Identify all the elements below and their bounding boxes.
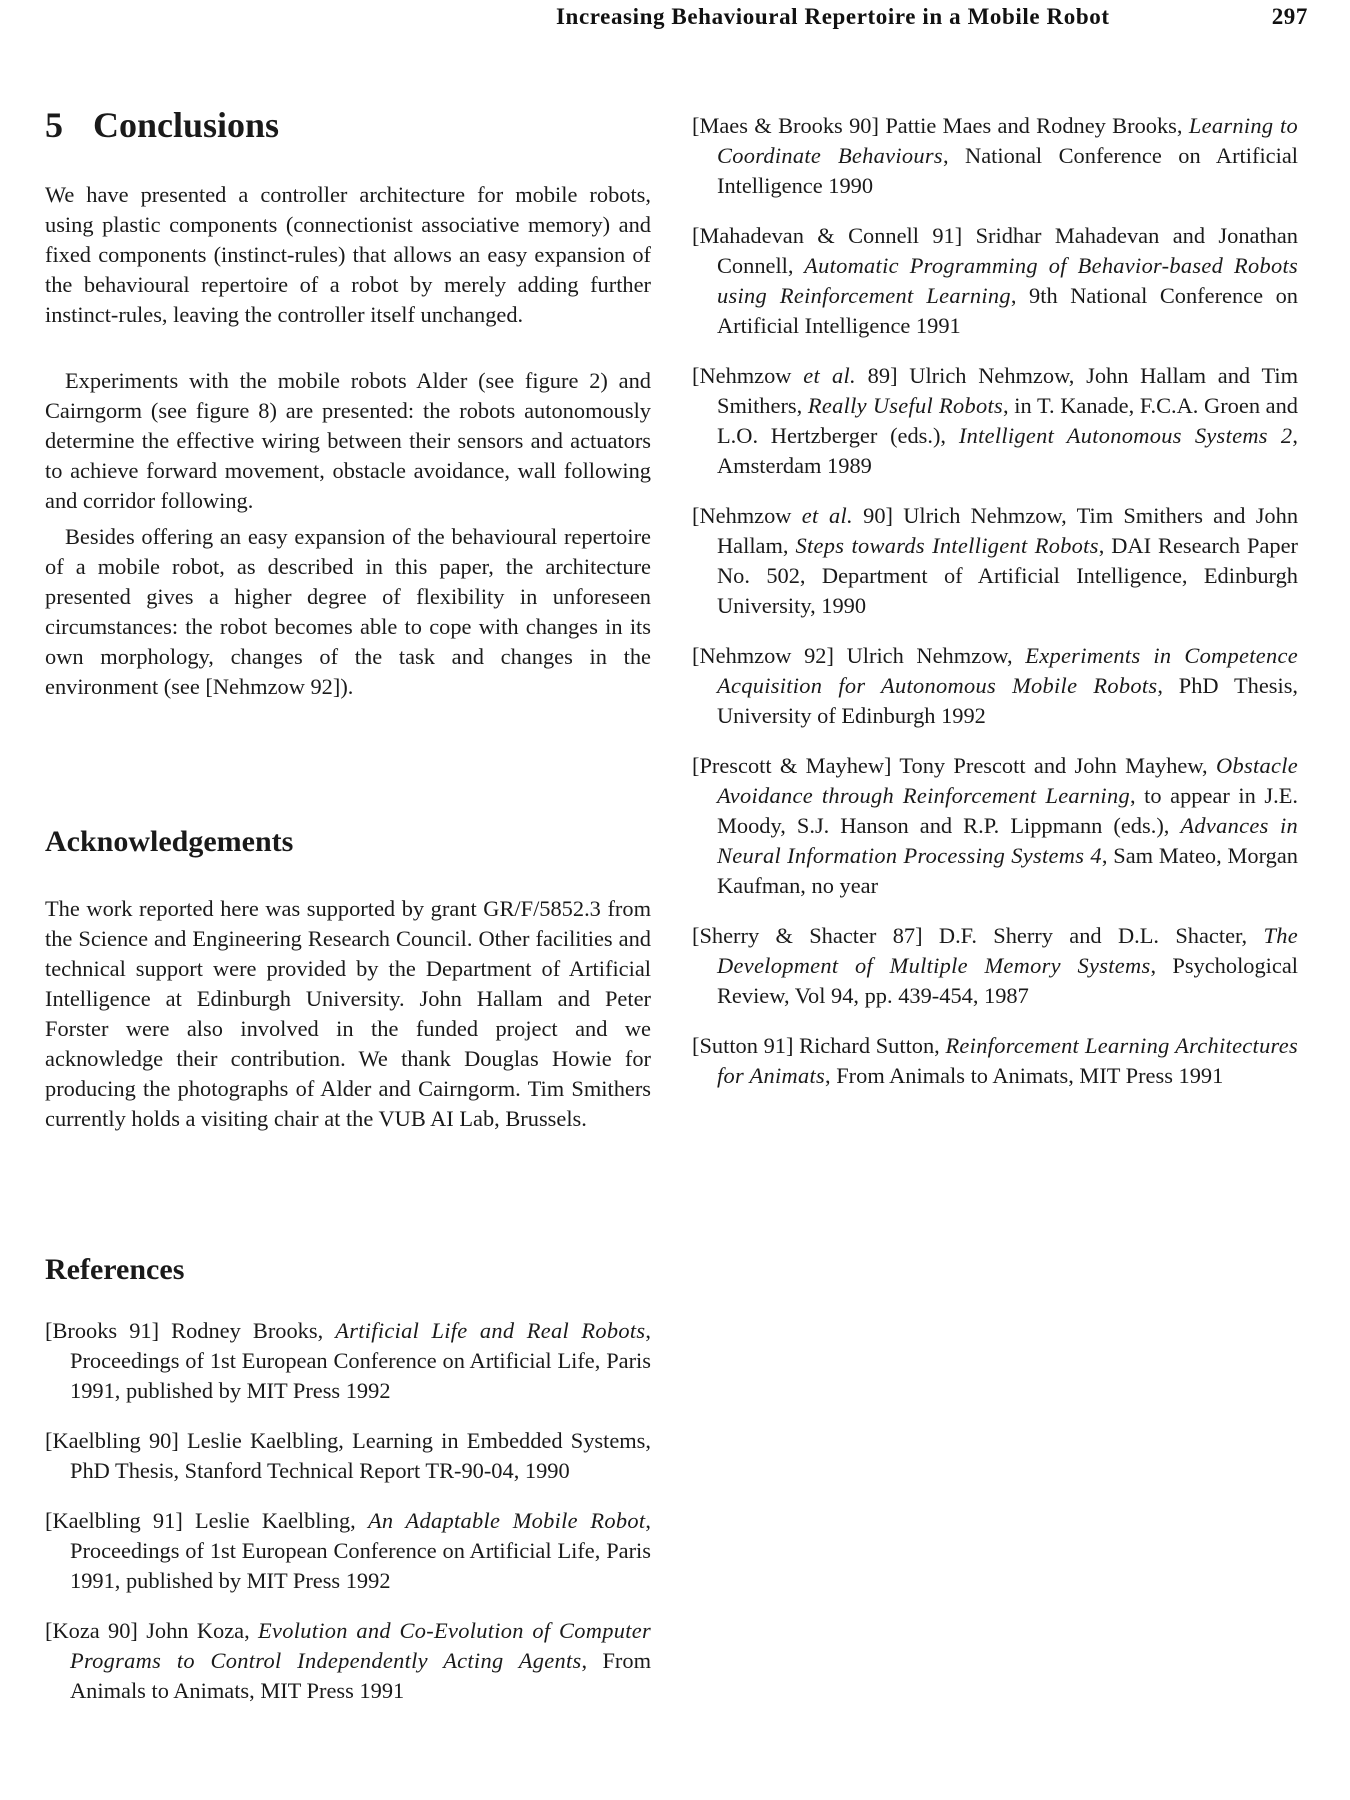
- reference-key: [Prescott & Mayhew]: [692, 753, 892, 778]
- reference-key: [692, 363, 898, 388]
- reference-text: , Sam Mateo, Morgan Kaufman, no year: [717, 843, 1298, 898]
- reference-text: , Amsterdam 1989: [717, 423, 1298, 478]
- reference-key-part: 90]: [852, 503, 893, 528]
- reference-key: [Kaelbling 91]: [45, 1508, 183, 1533]
- section-heading-acknowledgements: Acknowledgements: [45, 825, 294, 858]
- reference-text: Advances in Neural Information Processing Systems 4: [717, 813, 1299, 868]
- reference-text: , DAI Research Paper No. 502, Department of Artificial Intelligence, Edinburgh University, 1990: [717, 533, 1298, 618]
- reference-text: The Development of Multiple Memory Systems: [717, 923, 1298, 978]
- running-title: Increasing Behavioural Repertoire in a Mobile Robot: [556, 4, 1110, 29]
- reference-key: [Maes & Brooks 90]: [692, 113, 879, 138]
- conclusions-paragraph-3: Besides offering an easy expansion of the behavioural repertoire of a mobile robot, as described in this paper, the architecture presented gives a higher degree of flexibility in unforeseen circumstances: the robot becomes able to cope with changes in its own morphology, changes of the task and changes in the environment (see [Nehmzow 92]).: [45, 524, 651, 699]
- reference-entry: [45, 1506, 651, 1596]
- reference-entry: [692, 111, 1298, 201]
- reference-text: , From Animals to Animats, MIT Press 1991: [825, 1063, 1224, 1088]
- reference-key: [Koza 90]: [45, 1618, 138, 1643]
- reference-key-part: 89]: [855, 363, 898, 388]
- reference-text: , to appear in J.E. Moody, S.J. Hanson and R.P. Lippmann (eds.),: [717, 783, 1298, 838]
- reference-text: Ulrich Nehmzow, John Hallam and Tim Smithers,: [717, 363, 1298, 418]
- reference-text: , Psychological Review, Vol 94, pp. 439-454, 1987: [717, 953, 1298, 1008]
- reference-text: Sridhar Mahadevan and Jonathan Connell,: [717, 223, 1298, 278]
- reference-text: Pattie Maes and Rodney Brooks,: [878, 113, 1189, 138]
- page-number: 297: [1271, 4, 1308, 29]
- reference-text: Ulrich Nehmzow,: [833, 643, 1026, 668]
- reference-text: , From Animals to Animats, MIT Press 1991: [70, 1648, 651, 1703]
- reference-text: Automatic Programming of Behavior-based Robots using Reinforcement Learning: [717, 253, 1298, 308]
- reference-text: Really Useful Robots: [807, 393, 1004, 418]
- section-title: Conclusions: [93, 105, 280, 145]
- reference-text: , National Conference on Artificial Intelligence 1990: [717, 143, 1298, 198]
- reference-text: Evolution and Co-Evolution of Computer Programs to Control Independently Acting Agents: [70, 1618, 651, 1673]
- reference-text: Obstacle Avoidance through Reinforcement Learning: [717, 753, 1298, 808]
- reference-entry: [692, 641, 1298, 731]
- section-heading-references: References: [45, 1253, 185, 1286]
- reference-key-part: [Nehmzow: [692, 363, 804, 388]
- reference-key: [Sutton 91]: [692, 1033, 794, 1058]
- reference-key: [Mahadevan & Connell 91]: [692, 223, 963, 248]
- reference-text: , PhD Thesis, University of Edinburgh 1992: [717, 673, 1299, 728]
- reference-text: , Proceedings of 1st European Conference on Artificial Life, Paris 1991, published by MIT Press 1992: [70, 1318, 651, 1403]
- reference-key: [692, 503, 893, 528]
- reference-text: Experiments in Competence Acquisition for Autonomous Mobile Robots: [717, 643, 1298, 698]
- reference-text: Leslie Kaelbling,: [182, 1508, 368, 1533]
- reference-text: Richard Sutton,: [793, 1033, 946, 1058]
- reference-key: [Brooks 91]: [45, 1318, 160, 1343]
- reference-entry: [45, 1316, 651, 1406]
- reference-text: John Koza,: [137, 1618, 258, 1643]
- reference-entry: [692, 1031, 1298, 1091]
- reference-key: [Sherry & Shacter 87]: [692, 923, 923, 948]
- reference-key-part: et al.: [803, 363, 856, 388]
- reference-key: [Kaelbling 90]: [45, 1428, 179, 1453]
- reference-entry: [692, 751, 1298, 901]
- reference-text: Steps towards Intelligent Robots: [795, 533, 1099, 558]
- section-heading-conclusions: [45, 100, 279, 150]
- reference-text: Tony Prescott and John Mayhew,: [891, 753, 1216, 778]
- reference-entry: [45, 1616, 651, 1706]
- reference-text: Rodney Brooks,: [159, 1318, 336, 1343]
- reference-text: Leslie Kaelbling, Learning in Embedded Systems, PhD Thesis, Stanford Technical Report TR-90-04, 1990: [70, 1428, 651, 1483]
- conclusions-paragraph-2: Experiments with the mobile robots Alder (see figure 2) and Cairngorm (see figure 8) are presented: the robots autonomously determine the effective wiring between their sensors and actuators to achieve forward movement, obstacle avoidance, wall following and corridor following.: [45, 368, 651, 513]
- reference-text: Ulrich Nehmzow, Tim Smithers and John Hallam,: [717, 503, 1299, 558]
- reference-entry: [692, 921, 1298, 1011]
- reference-key: [Nehmzow 92]: [692, 643, 834, 668]
- reference-text: An Adaptable Mobile Robot: [367, 1508, 646, 1533]
- reference-key-part: [Nehmzow: [692, 503, 802, 528]
- reference-entry: [692, 221, 1298, 341]
- reference-entry: [45, 1426, 651, 1486]
- reference-text: D.F. Sherry and D.L. Shacter,: [922, 923, 1264, 948]
- references-list-left: [45, 1316, 651, 1726]
- reference-key-part: et al.: [801, 503, 853, 528]
- reference-text: Artificial Life and Real Robots: [335, 1318, 646, 1343]
- reference-text: , in T. Kanade, F.C.A. Groen and L.O. Hertzberger (eds.),: [717, 393, 1298, 448]
- references-list-right: [692, 111, 1298, 1111]
- reference-text: , Proceedings of 1st European Conference on Artificial Life, Paris 1991, published by MIT Press 1992: [70, 1508, 651, 1593]
- reference-entry: [692, 501, 1298, 621]
- reference-text: Learning to Coordinate Behaviours: [717, 113, 1298, 168]
- reference-text: , 9th National Conference on Artificial Intelligence 1991: [717, 283, 1298, 338]
- reference-entry: [692, 361, 1298, 481]
- conclusions-paragraph-1: We have presented a controller architecture for mobile robots, using plastic components (connectionist associative memory) and fixed components (instinct-rules) that allows an easy expansion of the behavioural repertoire of a robot by merely adding further instinct-rules, leaving the controller itself unchanged.: [45, 182, 651, 327]
- acknowledgements-paragraph: The work reported here was supported by grant GR/F/5852.3 from the Science and Engineering Research Council. Other facilities and technical support were provided by the Department of Artificial Intelligence at Edinburgh University. John Hallam and Peter Forster were also involved in the funded project and we acknowledge their contribution. We thank Douglas Howie for producing the photographs of Alder and Cairngorm. Tim Smithers currently holds a visiting chair at the VUB AI Lab, Brussels.: [45, 896, 651, 1131]
- reference-text: Intelligent Autonomous Systems 2: [958, 423, 1293, 448]
- section-number: 5: [45, 105, 63, 145]
- running-header: [556, 4, 1308, 36]
- reference-text: Reinforcement Learning Architectures for Animats: [717, 1033, 1298, 1088]
